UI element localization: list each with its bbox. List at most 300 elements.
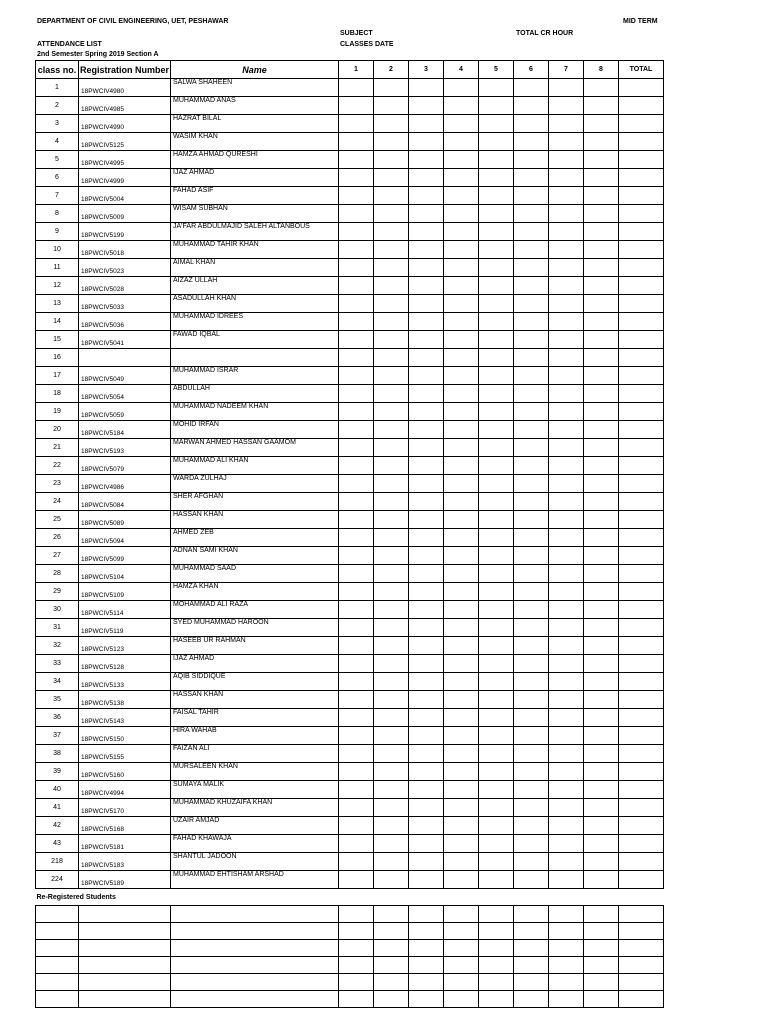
attendance-cell[interactable] — [549, 349, 584, 367]
attendance-cell[interactable] — [339, 475, 374, 493]
attendance-cell[interactable] — [479, 799, 514, 817]
attendance-cell[interactable] — [339, 421, 374, 439]
blank-cell[interactable] — [514, 906, 549, 923]
attendance-cell[interactable] — [409, 691, 444, 709]
attendance-cell[interactable] — [584, 223, 619, 241]
attendance-cell[interactable] — [339, 511, 374, 529]
attendance-cell[interactable] — [444, 385, 479, 403]
blank-cell[interactable] — [479, 974, 514, 991]
blank-cell[interactable] — [619, 906, 664, 923]
attendance-cell[interactable] — [514, 565, 549, 583]
total-cell[interactable] — [619, 745, 664, 763]
attendance-cell[interactable] — [374, 97, 409, 115]
attendance-cell[interactable] — [409, 475, 444, 493]
blank-cell[interactable] — [584, 923, 619, 940]
attendance-cell[interactable] — [584, 781, 619, 799]
attendance-cell[interactable] — [409, 349, 444, 367]
attendance-cell[interactable] — [514, 313, 549, 331]
total-cell[interactable] — [619, 97, 664, 115]
attendance-cell[interactable] — [584, 169, 619, 187]
total-cell[interactable] — [619, 763, 664, 781]
total-cell[interactable] — [619, 277, 664, 295]
attendance-cell[interactable] — [479, 871, 514, 889]
total-cell[interactable] — [619, 691, 664, 709]
attendance-cell[interactable] — [444, 79, 479, 97]
attendance-cell[interactable] — [549, 187, 584, 205]
blank-cell[interactable] — [514, 940, 549, 957]
total-cell[interactable] — [619, 583, 664, 601]
attendance-cell[interactable] — [479, 205, 514, 223]
attendance-cell[interactable] — [514, 385, 549, 403]
total-cell[interactable] — [619, 169, 664, 187]
blank-cell[interactable] — [409, 957, 444, 974]
attendance-cell[interactable] — [374, 637, 409, 655]
blank-cell[interactable] — [584, 940, 619, 957]
attendance-cell[interactable] — [374, 223, 409, 241]
total-cell[interactable] — [619, 817, 664, 835]
blank-cell[interactable] — [36, 974, 79, 991]
attendance-cell[interactable] — [444, 187, 479, 205]
blank-cell[interactable] — [549, 906, 584, 923]
attendance-cell[interactable] — [479, 493, 514, 511]
attendance-cell[interactable] — [514, 673, 549, 691]
attendance-cell[interactable] — [479, 835, 514, 853]
attendance-cell[interactable] — [584, 493, 619, 511]
blank-cell[interactable] — [339, 991, 374, 1008]
attendance-cell[interactable] — [479, 853, 514, 871]
attendance-cell[interactable] — [479, 241, 514, 259]
attendance-cell[interactable] — [584, 619, 619, 637]
attendance-cell[interactable] — [409, 241, 444, 259]
blank-cell[interactable] — [36, 940, 79, 957]
attendance-cell[interactable] — [374, 331, 409, 349]
total-cell[interactable] — [619, 601, 664, 619]
attendance-cell[interactable] — [584, 601, 619, 619]
blank-cell[interactable] — [339, 940, 374, 957]
attendance-cell[interactable] — [584, 259, 619, 277]
attendance-cell[interactable] — [409, 565, 444, 583]
attendance-cell[interactable] — [409, 871, 444, 889]
attendance-cell[interactable] — [339, 745, 374, 763]
total-cell[interactable] — [619, 115, 664, 133]
attendance-cell[interactable] — [409, 403, 444, 421]
blank-cell[interactable] — [409, 974, 444, 991]
attendance-cell[interactable] — [444, 583, 479, 601]
blank-cell[interactable] — [339, 906, 374, 923]
attendance-cell[interactable] — [444, 511, 479, 529]
attendance-cell[interactable] — [339, 691, 374, 709]
attendance-cell[interactable] — [409, 367, 444, 385]
attendance-cell[interactable] — [409, 205, 444, 223]
attendance-cell[interactable] — [584, 547, 619, 565]
total-cell[interactable] — [619, 529, 664, 547]
attendance-cell[interactable] — [549, 709, 584, 727]
attendance-cell[interactable] — [479, 781, 514, 799]
attendance-cell[interactable] — [374, 673, 409, 691]
attendance-cell[interactable] — [549, 151, 584, 169]
attendance-cell[interactable] — [444, 835, 479, 853]
attendance-cell[interactable] — [584, 583, 619, 601]
attendance-cell[interactable] — [444, 223, 479, 241]
attendance-cell[interactable] — [444, 367, 479, 385]
attendance-cell[interactable] — [584, 655, 619, 673]
attendance-cell[interactable] — [514, 259, 549, 277]
attendance-cell[interactable] — [514, 367, 549, 385]
attendance-cell[interactable] — [479, 727, 514, 745]
total-cell[interactable] — [619, 295, 664, 313]
attendance-cell[interactable] — [444, 745, 479, 763]
attendance-cell[interactable] — [339, 781, 374, 799]
attendance-cell[interactable] — [444, 601, 479, 619]
attendance-cell[interactable] — [584, 763, 619, 781]
attendance-cell[interactable] — [514, 331, 549, 349]
attendance-cell[interactable] — [514, 691, 549, 709]
attendance-cell[interactable] — [514, 349, 549, 367]
attendance-cell[interactable] — [374, 745, 409, 763]
attendance-cell[interactable] — [584, 187, 619, 205]
attendance-cell[interactable] — [339, 709, 374, 727]
blank-cell[interactable] — [479, 923, 514, 940]
attendance-cell[interactable] — [339, 763, 374, 781]
blank-cell[interactable] — [374, 957, 409, 974]
attendance-cell[interactable] — [549, 691, 584, 709]
attendance-cell[interactable] — [339, 547, 374, 565]
attendance-cell[interactable] — [409, 493, 444, 511]
attendance-cell[interactable] — [514, 655, 549, 673]
attendance-cell[interactable] — [374, 241, 409, 259]
blank-cell[interactable] — [339, 974, 374, 991]
total-cell[interactable] — [619, 673, 664, 691]
blank-cell[interactable] — [584, 957, 619, 974]
attendance-cell[interactable] — [549, 601, 584, 619]
attendance-cell[interactable] — [479, 259, 514, 277]
blank-cell[interactable] — [514, 974, 549, 991]
attendance-cell[interactable] — [409, 259, 444, 277]
attendance-cell[interactable] — [549, 385, 584, 403]
attendance-cell[interactable] — [374, 205, 409, 223]
attendance-cell[interactable] — [374, 439, 409, 457]
total-cell[interactable] — [619, 403, 664, 421]
attendance-cell[interactable] — [339, 637, 374, 655]
blank-cell[interactable] — [549, 940, 584, 957]
attendance-cell[interactable] — [514, 853, 549, 871]
attendance-cell[interactable] — [409, 781, 444, 799]
attendance-cell[interactable] — [514, 583, 549, 601]
attendance-cell[interactable] — [409, 421, 444, 439]
attendance-cell[interactable] — [514, 97, 549, 115]
attendance-cell[interactable] — [479, 385, 514, 403]
attendance-cell[interactable] — [374, 295, 409, 313]
attendance-cell[interactable] — [584, 349, 619, 367]
attendance-cell[interactable] — [584, 745, 619, 763]
attendance-cell[interactable] — [584, 691, 619, 709]
attendance-cell[interactable] — [444, 475, 479, 493]
attendance-cell[interactable] — [549, 241, 584, 259]
blank-cell[interactable] — [171, 974, 339, 991]
blank-cell[interactable] — [444, 957, 479, 974]
attendance-cell[interactable] — [479, 655, 514, 673]
attendance-cell[interactable] — [374, 187, 409, 205]
attendance-cell[interactable] — [339, 601, 374, 619]
attendance-cell[interactable] — [584, 673, 619, 691]
attendance-cell[interactable] — [444, 763, 479, 781]
attendance-cell[interactable] — [549, 133, 584, 151]
attendance-cell[interactable] — [514, 781, 549, 799]
attendance-cell[interactable] — [479, 637, 514, 655]
attendance-cell[interactable] — [339, 871, 374, 889]
attendance-cell[interactable] — [409, 709, 444, 727]
blank-cell[interactable] — [479, 991, 514, 1008]
attendance-cell[interactable] — [409, 583, 444, 601]
attendance-cell[interactable] — [409, 295, 444, 313]
attendance-cell[interactable] — [409, 601, 444, 619]
attendance-cell[interactable] — [444, 619, 479, 637]
attendance-cell[interactable] — [339, 439, 374, 457]
blank-cell[interactable] — [584, 906, 619, 923]
blank-cell[interactable] — [36, 957, 79, 974]
attendance-cell[interactable] — [374, 169, 409, 187]
attendance-cell[interactable] — [584, 115, 619, 133]
attendance-cell[interactable] — [479, 457, 514, 475]
attendance-cell[interactable] — [549, 295, 584, 313]
attendance-cell[interactable] — [409, 853, 444, 871]
attendance-cell[interactable] — [339, 277, 374, 295]
attendance-cell[interactable] — [549, 871, 584, 889]
total-cell[interactable] — [619, 457, 664, 475]
attendance-cell[interactable] — [409, 817, 444, 835]
total-cell[interactable] — [619, 313, 664, 331]
blank-cell[interactable] — [619, 957, 664, 974]
blank-cell[interactable] — [79, 974, 171, 991]
attendance-cell[interactable] — [549, 655, 584, 673]
blank-cell[interactable] — [374, 974, 409, 991]
attendance-cell[interactable] — [444, 673, 479, 691]
attendance-cell[interactable] — [479, 601, 514, 619]
attendance-cell[interactable] — [374, 709, 409, 727]
attendance-cell[interactable] — [584, 133, 619, 151]
attendance-cell[interactable] — [339, 403, 374, 421]
attendance-cell[interactable] — [374, 385, 409, 403]
total-cell[interactable] — [619, 799, 664, 817]
attendance-cell[interactable] — [409, 313, 444, 331]
attendance-cell[interactable] — [374, 475, 409, 493]
attendance-cell[interactable] — [374, 529, 409, 547]
attendance-cell[interactable] — [479, 223, 514, 241]
attendance-cell[interactable] — [584, 385, 619, 403]
attendance-cell[interactable] — [409, 619, 444, 637]
blank-cell[interactable] — [619, 940, 664, 957]
attendance-cell[interactable] — [514, 421, 549, 439]
attendance-cell[interactable] — [514, 511, 549, 529]
attendance-cell[interactable] — [584, 853, 619, 871]
attendance-cell[interactable] — [409, 655, 444, 673]
attendance-cell[interactable] — [409, 439, 444, 457]
attendance-cell[interactable] — [339, 817, 374, 835]
attendance-cell[interactable] — [339, 727, 374, 745]
attendance-cell[interactable] — [444, 727, 479, 745]
attendance-cell[interactable] — [549, 421, 584, 439]
total-cell[interactable] — [619, 223, 664, 241]
attendance-cell[interactable] — [514, 115, 549, 133]
attendance-cell[interactable] — [374, 799, 409, 817]
total-cell[interactable] — [619, 493, 664, 511]
attendance-cell[interactable] — [339, 457, 374, 475]
attendance-cell[interactable] — [514, 835, 549, 853]
attendance-cell[interactable] — [374, 781, 409, 799]
attendance-cell[interactable] — [584, 457, 619, 475]
blank-cell[interactable] — [444, 974, 479, 991]
attendance-cell[interactable] — [514, 529, 549, 547]
attendance-cell[interactable] — [479, 295, 514, 313]
attendance-cell[interactable] — [339, 97, 374, 115]
attendance-cell[interactable] — [374, 367, 409, 385]
total-cell[interactable] — [619, 835, 664, 853]
attendance-cell[interactable] — [514, 493, 549, 511]
attendance-cell[interactable] — [514, 709, 549, 727]
total-cell[interactable] — [619, 727, 664, 745]
attendance-cell[interactable] — [479, 277, 514, 295]
attendance-cell[interactable] — [479, 745, 514, 763]
blank-cell[interactable] — [374, 940, 409, 957]
attendance-cell[interactable] — [374, 349, 409, 367]
attendance-cell[interactable] — [479, 529, 514, 547]
attendance-cell[interactable] — [514, 241, 549, 259]
blank-cell[interactable] — [444, 923, 479, 940]
blank-cell[interactable] — [171, 991, 339, 1008]
blank-cell[interactable] — [339, 923, 374, 940]
attendance-cell[interactable] — [444, 529, 479, 547]
attendance-cell[interactable] — [444, 151, 479, 169]
attendance-cell[interactable] — [514, 871, 549, 889]
attendance-cell[interactable] — [479, 151, 514, 169]
attendance-cell[interactable] — [339, 619, 374, 637]
attendance-cell[interactable] — [339, 151, 374, 169]
attendance-cell[interactable] — [514, 169, 549, 187]
attendance-cell[interactable] — [584, 529, 619, 547]
attendance-cell[interactable] — [549, 205, 584, 223]
attendance-cell[interactable] — [514, 745, 549, 763]
attendance-cell[interactable] — [549, 853, 584, 871]
attendance-cell[interactable] — [444, 493, 479, 511]
attendance-cell[interactable] — [374, 835, 409, 853]
blank-cell[interactable] — [619, 974, 664, 991]
attendance-cell[interactable] — [444, 817, 479, 835]
blank-cell[interactable] — [374, 906, 409, 923]
attendance-cell[interactable] — [374, 853, 409, 871]
attendance-cell[interactable] — [549, 403, 584, 421]
blank-cell[interactable] — [479, 957, 514, 974]
attendance-cell[interactable] — [479, 691, 514, 709]
attendance-cell[interactable] — [339, 313, 374, 331]
attendance-cell[interactable] — [444, 709, 479, 727]
attendance-cell[interactable] — [549, 583, 584, 601]
attendance-cell[interactable] — [584, 403, 619, 421]
total-cell[interactable] — [619, 205, 664, 223]
attendance-cell[interactable] — [409, 331, 444, 349]
attendance-cell[interactable] — [514, 79, 549, 97]
attendance-cell[interactable] — [444, 133, 479, 151]
attendance-cell[interactable] — [549, 259, 584, 277]
attendance-cell[interactable] — [374, 727, 409, 745]
attendance-cell[interactable] — [374, 115, 409, 133]
attendance-cell[interactable] — [479, 547, 514, 565]
attendance-cell[interactable] — [444, 565, 479, 583]
total-cell[interactable] — [619, 79, 664, 97]
attendance-cell[interactable] — [444, 691, 479, 709]
attendance-cell[interactable] — [584, 475, 619, 493]
attendance-cell[interactable] — [514, 619, 549, 637]
attendance-cell[interactable] — [549, 493, 584, 511]
attendance-cell[interactable] — [584, 277, 619, 295]
attendance-cell[interactable] — [549, 457, 584, 475]
attendance-cell[interactable] — [479, 619, 514, 637]
attendance-cell[interactable] — [514, 637, 549, 655]
total-cell[interactable] — [619, 241, 664, 259]
attendance-cell[interactable] — [374, 403, 409, 421]
total-cell[interactable] — [619, 421, 664, 439]
attendance-cell[interactable] — [514, 547, 549, 565]
attendance-cell[interactable] — [549, 115, 584, 133]
attendance-cell[interactable] — [479, 421, 514, 439]
attendance-cell[interactable] — [339, 331, 374, 349]
blank-cell[interactable] — [409, 991, 444, 1008]
attendance-cell[interactable] — [514, 439, 549, 457]
attendance-cell[interactable] — [479, 439, 514, 457]
attendance-cell[interactable] — [409, 223, 444, 241]
attendance-cell[interactable] — [444, 655, 479, 673]
total-cell[interactable] — [619, 385, 664, 403]
total-cell[interactable] — [619, 349, 664, 367]
total-cell[interactable] — [619, 187, 664, 205]
attendance-cell[interactable] — [339, 529, 374, 547]
attendance-cell[interactable] — [444, 871, 479, 889]
attendance-cell[interactable] — [514, 277, 549, 295]
attendance-cell[interactable] — [444, 637, 479, 655]
attendance-cell[interactable] — [584, 511, 619, 529]
attendance-cell[interactable] — [339, 835, 374, 853]
attendance-cell[interactable] — [374, 277, 409, 295]
attendance-cell[interactable] — [479, 565, 514, 583]
attendance-cell[interactable] — [549, 727, 584, 745]
total-cell[interactable] — [619, 637, 664, 655]
attendance-cell[interactable] — [374, 583, 409, 601]
attendance-cell[interactable] — [374, 601, 409, 619]
attendance-cell[interactable] — [339, 655, 374, 673]
blank-cell[interactable] — [479, 940, 514, 957]
attendance-cell[interactable] — [584, 367, 619, 385]
attendance-cell[interactable] — [444, 799, 479, 817]
attendance-cell[interactable] — [409, 673, 444, 691]
attendance-cell[interactable] — [549, 169, 584, 187]
attendance-cell[interactable] — [514, 223, 549, 241]
attendance-cell[interactable] — [479, 817, 514, 835]
attendance-cell[interactable] — [549, 529, 584, 547]
attendance-cell[interactable] — [549, 781, 584, 799]
attendance-cell[interactable] — [409, 637, 444, 655]
attendance-cell[interactable] — [549, 511, 584, 529]
blank-cell[interactable] — [619, 991, 664, 1008]
attendance-cell[interactable] — [444, 547, 479, 565]
attendance-cell[interactable] — [409, 385, 444, 403]
total-cell[interactable] — [619, 331, 664, 349]
attendance-cell[interactable] — [514, 133, 549, 151]
attendance-cell[interactable] — [479, 97, 514, 115]
attendance-cell[interactable] — [409, 115, 444, 133]
blank-cell[interactable] — [171, 957, 339, 974]
attendance-cell[interactable] — [549, 745, 584, 763]
blank-cell[interactable] — [79, 906, 171, 923]
attendance-cell[interactable] — [584, 79, 619, 97]
